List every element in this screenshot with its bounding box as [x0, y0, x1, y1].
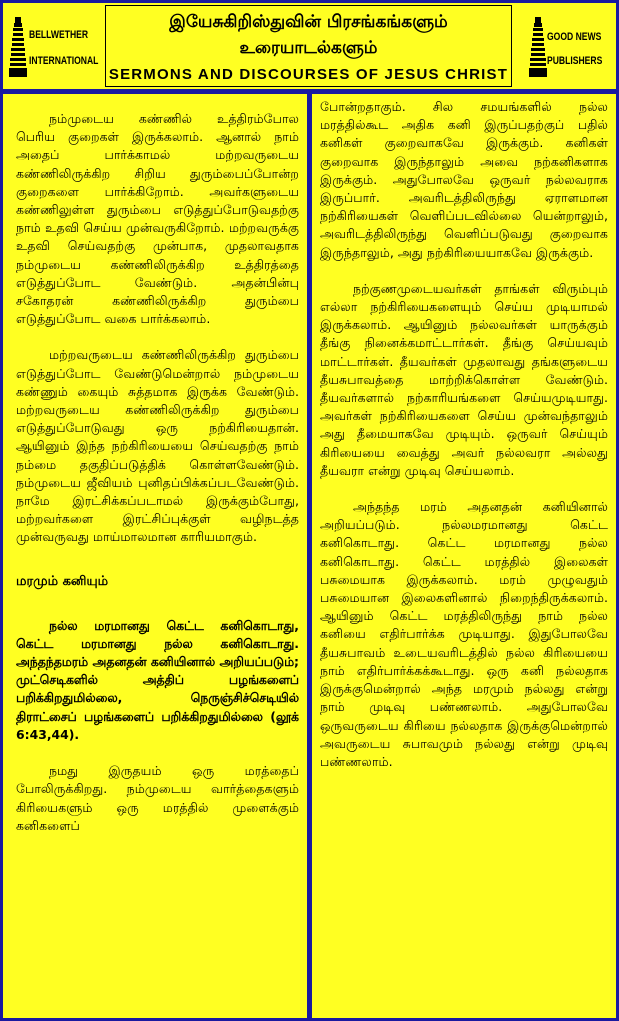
good-news-logo [523, 11, 613, 79]
right-column [312, 94, 616, 1018]
tower-icon [529, 17, 547, 77]
title-box [105, 5, 512, 87]
title-tamil-line2: உரையாடல்களும் [239, 38, 378, 58]
title-english: SERMONS AND DISCOURSES OF JESUS CHRIST [108, 66, 509, 83]
tower-icon [9, 17, 27, 77]
left-column [3, 94, 307, 1018]
paragraph: அந்தந்த மரம் அதனதன் கனியினால் அறியப்படும். நல்லமரமானது கெட்ட கனிகொடாது. கெட்ட மரமானது நல்ல கனிகொடாது. கெட்ட மரத்தில் இலைகள் பசுமையாக இருக்கலாம். மரம் முழுவதும் பசுமையான இலைகளினால் நிறைந்திருக்கலாம். ஆயினும் கெட்ட மரத்திலிருந்து நாம் நல்ல கனியை எதிர்பார்க்க முடியாது. இதுபோலவே தீயசுபாவம் உடையவரிடத்தில் நல்ல கிரியையை நாம் எதிர்பார்க்கக்கூடாது. ஒரு கனி நல்லதாக இருக்குமென்றால் அந்த மரமும் நல்லது என்று நாம் முடிவு பண்ணலாம். அதுபோலவே ஒருவருடைய கிரியை நல்லதாக இருக்குமென்றால் அவருடைய சுபாவமும் நல்லது என்று முடிவு பண்ணலாம். [320, 499, 608, 769]
logo-right-line1: GOOD NEWS [547, 31, 602, 43]
paragraph: போன்றதாகும். சில சமயங்களில் நல்ல மரத்தில்கூட அதிக கனி இருப்பதற்குப் பதில் கனிகள் குறைவாகவே இருக்கும். கனிகள் குறைவாக இருந்தாலும் அவை நற்கனிகளாக இருக்கும். அதுபோலவே ஒருவர் நல்லவராக இருப்பார். அவரிடத்திலிருந்து ஏராளமான நற்கிரியைகள் வெளிப்படவில்லை யென்றாலும், அவரிடத்திலிருந்து வெளிப்படுவது குறைவாக இருந்தாலும், அது நற்கிரியையாகவே இருக்கும். [320, 99, 608, 260]
section-heading: மரமும் கனியும் [16, 573, 109, 589]
scripture-quote: நல்ல மரமானது கெட்ட கனிகொடாது, கெட்ட மரமானது நல்ல கனிகொடாது. அந்தந்தமரம் அதனதன் கனியினால் அறியப்படும்; முட்செடிகளில் அத்திப் பழங்களைப் பறிக்கிறதுமில்லை, நெருஞ்சிச்செடியில் திராட்சைப் பழங்களைப் பறிக்கிறதுமில்லை (லூக் 6:43,44). [16, 617, 299, 742]
logo-left-line1: BELLWETHER [29, 29, 89, 41]
header-banner [3, 3, 616, 89]
paragraph: மற்றவருடைய கண்ணிலிருக்கிற துரும்பை எடுத்துப்போட வேண்டுமென்றால் நம்முடைய கண்ணும் கையும் சுத்தமாக இருக்க வேண்டும். மற்றவருடைய கண்ணிலிருக்கிற துரும்பை எடுத்துப்போடுவது ஒரு நற்கிரியைதான். ஆயினும் இந்த நற்கிரியையை செய்வதற்கு நாம் நம்மை தகுதிப்படுத்திக் கொள்ளவேண்டும். நம்முடைய ஜீவியம் புனிதப்பிக்கப்படவேண்டும். நாமே இரட்சிக்கப்படாமல் இருக்கும்போது, மற்றவர்களை இரட்சிப்புக்குள் வழிநடத்த முன்வருவது மாய்மாலமான காரியமாகும். [16, 347, 299, 545]
logo-left-line2: INTERNATIONAL [29, 55, 99, 67]
bellwether-logo [7, 11, 97, 79]
title-tamil-line1: இயேசுகிறிஸ்துவின் பிரசங்கங்களும் [169, 12, 448, 32]
logo-right-line2: PUBLISHERS [547, 55, 603, 67]
paragraph: நமது இருதயம் ஒரு மரத்தைப் போலிருக்கிறது. நம்முடைய வார்த்தைகளும் கிரியைகளும் ஒரு மரத்தில் முளைக்கும் கனிகளைப் [16, 763, 299, 833]
paragraph: நம்முடைய கண்ணில் உத்திரம்போல பெரிய குறைகள் இருக்கலாம். ஆனால் நாம் அதைப் பார்க்காமல் மற்றவருடைய கண்ணிலிருக்கிற சிறிய துரும்பைப்போன்ற குறைகளை பார்க்கிறோம். அவர்களுடைய கண்ணிலுள்ள துரும்பை எடுத்துப்போடுவதற்கு நாம் உதவி செய்ய முன்வருகிறோம். மற்றவருக்கு உதவி செய்வதற்கு முன்பாக, முதலாவதாக நம்முடைய கண்ணிலிருக்கிற உத்திரத்தை எடுத்துப்போட வேண்டும். அதன்பின்பு சகோதரன் கண்ணிலிருக்கிற துரும்பை எடுத்துப்போட வகை பார்க்கலாம். [16, 111, 299, 327]
paragraph: நற்குணமுடையவர்கள் தாங்கள் விரும்பும் எல்லா நற்கிரியைகளையும் செய்ய முடியாமல் இருக்கலாம். ஆயினும் நல்லவர்கள் யாருக்கும் தீங்கு நினைக்கமாட்டார்கள். தீங்கு செய்யவும் மாட்டார்கள். தீயவர்கள் முதலாவது தங்களுடைய தீயசுபாவத்தை மாற்றிக்கொள்ள வேண்டும். தீயவர்களால் நற்காரியங்களை செய்யமுடியாது. அவர்கள் நற்கிரியைகளை செய்ய முன்வந்தாலும் அது தீமையாகவே முடியும். ஒருவர் செய்யும் கிரியையை வைத்து அவர் நல்லவரா அல்லது தீயவரா என்று முடிவு செய்யலாம். [320, 280, 608, 478]
